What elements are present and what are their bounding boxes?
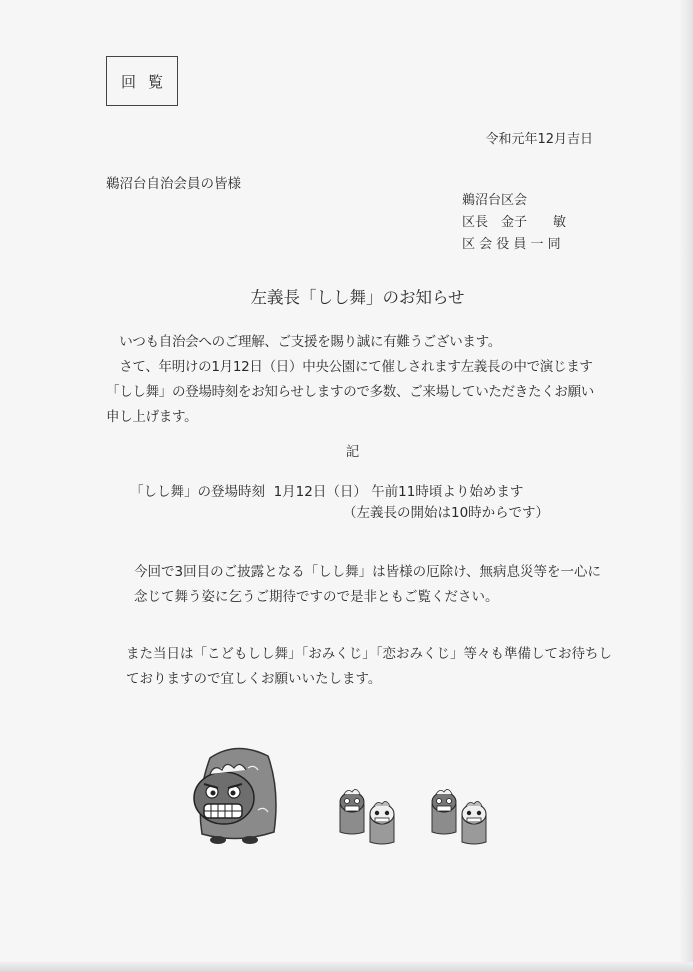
sender-block: [462, 190, 566, 256]
description-paragraph: [134, 560, 604, 610]
child-lion-dance-icon: [334, 784, 406, 846]
circulation-stamp: [106, 56, 178, 106]
announcement-text: さて、年明けの1月12日（日）中央公園にて催しされます左義長の中で演じます「しし舞」の登場時刻をお知らせしますので多数、ご来場していただきたくお願い申し上げます。: [106, 359, 594, 425]
body-paragraph: [106, 330, 606, 430]
circulation-stamp-label: 回覧: [120, 72, 175, 91]
announcement-line: [106, 355, 606, 430]
schedule-line: 「しし舞」の登場時刻 1月12日（日） 午前11時頃より始めます: [130, 484, 524, 500]
schedule-note: （左義長の開始は10時からです）: [343, 505, 550, 521]
notice-title: 左義長「しし舞」のお知らせ: [250, 288, 465, 307]
description-text: 今回で3回目のご披露となる「しし舞」は皆様の厄除け、無病息災等を一心に念じて舞う姿に乞うご期待ですので是非ともご覧ください。: [134, 564, 602, 605]
closing-paragraph: [126, 642, 616, 692]
greeting-text: いつも自治会へのご理解、ご支援を賜り誠に有難うございます。: [119, 334, 501, 350]
scan-edge-bottom: [0, 962, 693, 972]
sender-chief: 区長 金子 敏: [462, 215, 567, 230]
scan-edge: [679, 0, 693, 972]
child-lion-dance-icon: [426, 784, 498, 846]
ki-marker: 記: [345, 444, 360, 460]
greeting-line: [106, 330, 606, 355]
lion-dance-icon: [188, 740, 284, 846]
sender-org: 鵜沼台区会: [462, 193, 528, 208]
closing-text: また当日は「こどもしし舞」「おみくじ」「恋おみくじ」等々も準備してお待ちしておりますので宜しくお願いいたします。: [126, 646, 612, 687]
issue-date: 令和元年12月吉日: [485, 132, 593, 147]
sender-officers: 区 会 役 員 一 同: [462, 237, 561, 252]
addressee: 鵜沼台自治会員の皆様: [106, 176, 241, 192]
